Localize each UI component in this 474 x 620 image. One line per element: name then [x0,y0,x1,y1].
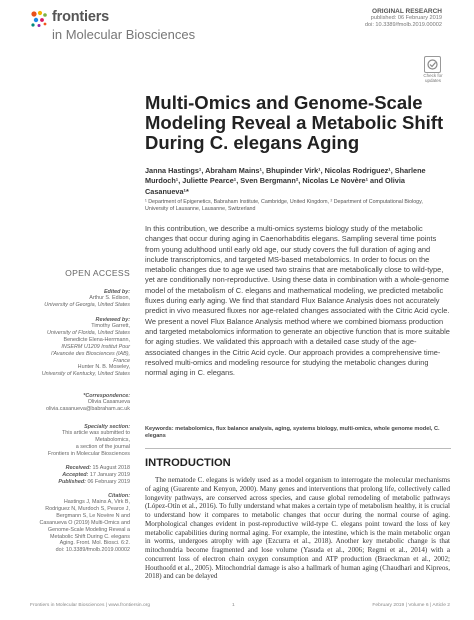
specialty-line: This article was submitted to [61,430,130,436]
check-for-updates-label: Check for updates [423,73,443,83]
reviewed-by-block [30,317,130,378]
check-for-updates-icon[interactable] [424,56,441,73]
page-number: 1 [232,603,235,608]
reviewer-line: l'Avancée des Biosciences (IAB), [51,350,130,357]
citation-line: Bergmann S, Le Novère N and [56,512,130,519]
citation-line: Rodriguez N, Murdoch S, Pearce J, [45,505,130,512]
footer-volume: February 2019 | Volume 6 | Article 2 [372,603,450,608]
specialty-block [30,424,130,458]
reviewer-line: France [113,357,130,364]
citation-doi[interactable]: doi: 10.3389/fmolb.2019.00002 [55,547,130,554]
correspondence-label: *Correspondence: [83,393,130,399]
reviewer-line: Benedicte Elena-Herrmann, [63,336,130,343]
citation-line: Metabolic Shift During C. elegans [49,533,130,540]
keywords [145,426,450,440]
corresponding-author: Olivia Casanueva [87,399,130,405]
article-meta [365,8,442,30]
edited-by-label: Edited by: [103,289,130,295]
accepted-label: Accepted: [62,471,89,478]
doi-link[interactable]: doi: 10.3389/fmolb.2019.00002 [364,22,442,29]
reviewer-line: Hunter N. B. Moseley, [77,364,130,371]
editor-affiliation: University of Georgia, United States [44,301,130,308]
citation-line: Aging. Front. Mol. Biosci. 6:2. [59,540,130,547]
specialty-line: Metabolomics, [95,436,130,443]
reviewed-by-label: Reviewed by: [95,317,130,323]
article-type: ORIGINAL RESEARCH [372,8,442,15]
accepted-date: 17 January 2019 [89,471,130,478]
citation-label: Citation: [108,493,130,499]
specialty-line: a section of the journal [75,443,130,450]
footer-journal[interactable]: Frontiers in Molecular Biosciences | www.frontiersin.org [30,603,151,608]
reviewer-line: Timothy Garrett, [91,323,130,329]
published-date-side: 06 February 2019 [87,478,130,485]
received-date: 15 August 2018 [92,465,130,471]
published-date: published: 06 February 2019 [370,15,442,22]
intro-heading: INTRODUCTION [145,457,231,469]
citation-block [30,493,130,554]
editor-name: Arthur S. Edison, [89,295,130,301]
edited-by-block [30,289,130,309]
dates-block [30,465,130,486]
reviewer-line: University of Florida, United States [47,329,130,336]
correspondence-email[interactable]: olivia.casanueva@babraham.ac.uk [46,405,130,412]
specialty-line: Frontiers in Molecular Biosciences [47,450,130,457]
journal-name: in Molecular Biosciences [52,27,196,42]
citation-line: Genome-Scale Modeling Reveal a [47,526,130,533]
keywords-label: Keywords: [145,426,174,432]
keywords-text: metabolomics, flux balance analysis, aging, systems biology, multi-omics, whole genome model, C. elegans [145,426,440,440]
published-label: Published: [58,478,86,485]
frontiers-logo-icon [30,10,48,28]
abstract: In this contribution, we describe a multi-omics systems biology study of the metabolic changes that occur during aging in Caenorhabditis elegans. Sampling several time points from young adulthood until early old age, our study covers the full duration of aging and include transcriptomics, and targeted MS-based metabolomics. In order to focus on the metabolic changes due to age we used two strains that are metabolically close to wild-type, yet are conditionally non-reproductive. Using these data in combination with a whole-genome model of the metabolism of C. elegans and mathematical modeling, we predicted metabolic fluxes during early aging. We find that standard Flux Balance Analysis does not accurately predict in vivo measured fluxes nor age-related changes associated with the Citric Acid cycle. We present a novel Flux Balance Analysis method where we combined biomass production and targeted metabolomics information to generate an objective function that is more suitable for aging studies. We validated this approach with a detailed case study of the age-associated changes in the Citric Acid cycle. Our approach provides a comprehensive time-resolved multi-omics and modeling resource for studying the metabolic changes during normal aging in C. elegans. [145,224,450,378]
open-access-label: OPEN ACCESS [65,268,130,278]
affiliations: ¹ Department of Epigenetics, Babraham Institute, Cambridge, United Kingdom, ² Department of Computational Biology, University of Lausanne, Lausanne, Switzerland [145,199,423,212]
citation-line: Hastings J, Mains A, Virk B, [63,499,130,505]
reviewer-line: INSERM U1209 Institut Pour [61,343,130,350]
publisher-brand: frontiers [52,9,110,25]
section-divider [145,448,451,449]
author-list: Janna Hastings¹, Abraham Mains¹, Bhupinder Virk¹, Nicolas Rodriguez¹, Sharlene Murdoch¹, Juliette Pearce¹, Sven Bergmann², Nicolas Le Novère¹ and Olivia Casanueva¹* [145,166,426,196]
citation-line: Casanueva O (2019) Multi-Omics and [39,519,130,526]
correspondence-block [30,393,130,413]
intro-body: The nematode C. elegans is widely used as a model organism to interrogate the molecular mechanisms of aging (Guarente and Kenyon, 2000). Many genes and interventions that prolong life, collectively called longevity pathways, are conserved across species, and cause global remodeling of metabolic pathways (López-Otín et al., 2016). To fully understand what makes a certain type of metabolism healthy, it is crucial to understand how it compares to metabolic changes that occur during the normal course of aging. Morphological changes evident in post-reproductive wild-type C. elegans point toward the loss of key metabolic capabilities during normal aging. For example, the intestine, which is the main metabolic organ in worms, undergoes atrophy with age (Ezcurra et al., 2018). Another key metabolic change is that mitochondria become fragmented and lose volume (Yasuda et al., 2006; Regmi et al., 2014) with a concurrent loss of electron chain oxygen consumption and ATP production (Braeckman et al., 2002; Houthoofd et al., 2005). Mitochondrial damage is also a hallmark of human aging (Chaudhari and Kipreos, 2018) and can be delayed [145,476,450,581]
article-title: Multi-Omics and Genome-Scale Modeling Reveal a Metabolic Shift During C. elegans Aging [145,92,444,153]
reviewer-line: University of Kentucky, United States [41,371,130,378]
specialty-label: Specialty section: [84,424,130,430]
received-label: Received: [65,465,92,471]
